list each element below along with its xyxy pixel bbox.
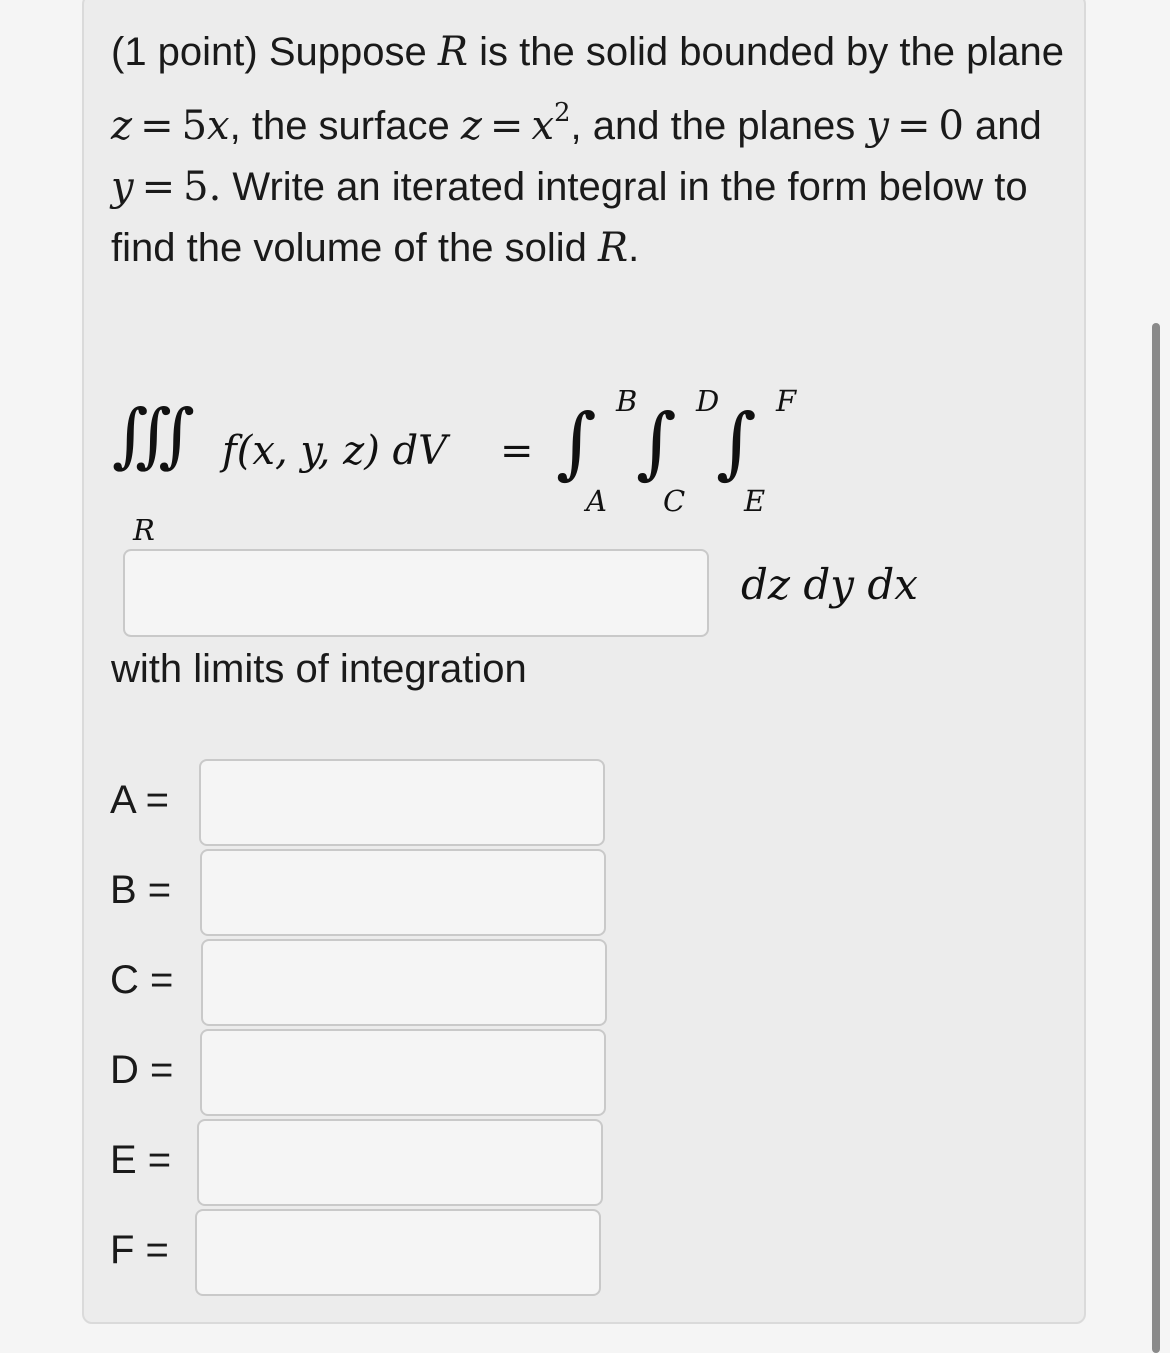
- math-exponent: 2: [554, 98, 571, 128]
- math-equals: =: [896, 103, 931, 149]
- limit-D-field-label: D =: [110, 1048, 174, 1092]
- limit-D-label: D: [696, 384, 720, 418]
- limit-A-input[interactable]: [199, 759, 605, 846]
- math-var: R: [597, 225, 629, 271]
- problem-text: , the surface: [229, 104, 461, 148]
- math-number: 5: [181, 103, 208, 149]
- problem-text: Write an iterated integral in the form below to find the volume of the solid: [111, 165, 1028, 270]
- limit-F-input[interactable]: [195, 1209, 601, 1296]
- math-equals: =: [141, 164, 176, 210]
- integrand-input[interactable]: [123, 549, 709, 637]
- math-equals: =: [140, 103, 174, 149]
- problem-text: (1 point) Suppose: [111, 30, 438, 74]
- integrand-expression: f(x, y, z) dV: [222, 428, 447, 474]
- problem-text: .: [628, 226, 640, 270]
- problem-text: and: [963, 104, 1042, 148]
- math-var: y: [111, 164, 134, 210]
- limit-A-label: A: [586, 484, 607, 518]
- math-equals: =: [489, 103, 524, 149]
- integral-sign-outer: ∫: [556, 398, 597, 488]
- integral-sign-middle: ∫: [636, 398, 677, 488]
- math-var: x: [531, 103, 554, 149]
- region-label: R: [133, 513, 155, 547]
- limit-C-field-label: C =: [110, 958, 174, 1002]
- math-var: y: [866, 103, 889, 149]
- equals-sign: =: [500, 428, 534, 474]
- problem-text: is the solid bounded by the plane: [468, 30, 1064, 74]
- limit-E-input[interactable]: [197, 1119, 603, 1206]
- limit-F-label: F: [776, 384, 797, 418]
- triple-integral-symbol: ∭: [112, 394, 187, 476]
- math-number: 5.: [183, 164, 222, 210]
- differentials-label: dz dy dx: [741, 560, 918, 609]
- problem-text: , and the planes: [570, 104, 867, 148]
- limit-D-input[interactable]: [200, 1029, 606, 1116]
- limit-A-field-label: A =: [110, 778, 169, 822]
- math-var: x: [207, 103, 230, 149]
- limit-B-field-label: B =: [110, 868, 172, 912]
- math-var: z: [460, 103, 482, 149]
- limit-F-field-label: F =: [110, 1228, 169, 1272]
- integral-sign-inner: ∫: [716, 398, 757, 488]
- vertical-scrollbar[interactable]: [1152, 323, 1160, 1353]
- limit-C-label: C: [663, 484, 686, 518]
- math-var: R: [437, 29, 468, 75]
- problem-statement: [111, 22, 1071, 279]
- limit-E-field-label: E =: [110, 1138, 172, 1182]
- math-number: 0: [938, 103, 964, 149]
- limits-heading: with limits of integration: [111, 647, 527, 691]
- limit-C-input[interactable]: [201, 939, 607, 1026]
- math-var: z: [111, 103, 133, 149]
- limit-B-input[interactable]: [200, 849, 606, 936]
- limit-E-label: E: [744, 484, 766, 518]
- limit-B-label: B: [616, 384, 638, 418]
